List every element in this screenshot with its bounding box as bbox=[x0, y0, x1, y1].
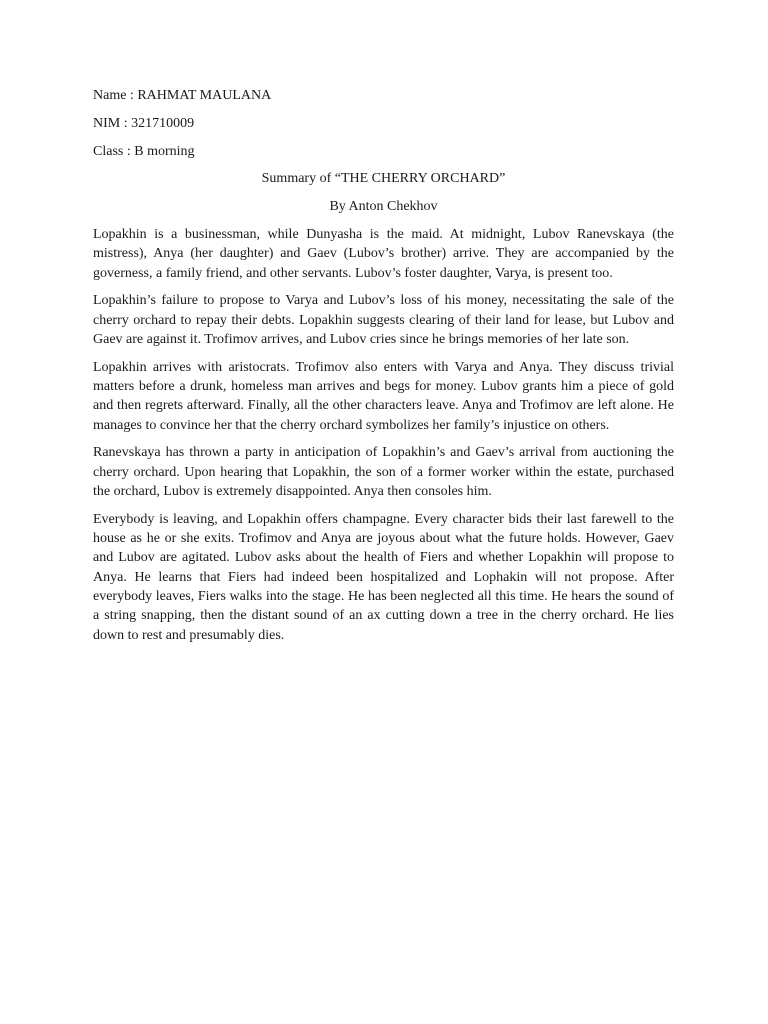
student-class: Class : B morning bbox=[93, 143, 195, 159]
summary-paragraph-5: Everybody is leaving, and Lopakhin offers champagne. Every character bids their last farewell to the house as he or she exits. Trofimov and Anya are joyous about what the future holds. However, Gaev and Lubov are agitated. Lubov asks about the health of Fiers and whether Lopakhin will propose to Anya. He learns that Fiers had indeed been hospitalized and Lophakin will not propose. After everybody leaves, Fiers walks into the stage. He has been neglected all this time. He hears the sound of a string snapping, then the distant sound of an ax cutting down a tree in the cherry orchard. He lies down to rest and presumably dies. bbox=[93, 511, 674, 643]
summary-paragraph-4: Ranevskaya has thrown a party in anticipation of Lopakhin’s and Gaev’s arrival from auctioning the cherry orchard. Upon hearing that Lopakhin, the son of a former worker within the estate, purchased the orchard, Lubov is extremely disappointed. Anya then consoles him. bbox=[93, 445, 674, 500]
document-page bbox=[93, 86, 674, 653]
student-name: Name : RAHMAT MAULANA bbox=[93, 88, 272, 103]
document-author: By Anton Chekhov bbox=[329, 199, 438, 215]
summary-paragraph-1: Lopakhin is a businessman, while Dunyasha is the maid. At midnight, Lubov Ranevskaya (the mistress), Anya (her daughter) and Gaev (Lubov’s brother) arrive. They are accompanied by the governess, a family friend, and other servants. Lubov’s foster daughter, Varya, is present too. bbox=[93, 226, 674, 281]
document-title: Summary of “THE CHERRY ORCHARD” bbox=[261, 171, 506, 187]
summary-paragraph-2: Lopakhin’s failure to propose to Varya and Lubov’s loss of his money, necessitating the sale of the cherry orchard to repay their debts. Lopakhin suggests clearing of their land for lease, but Lubov and Gaev are against it. Trofimov arrives, and Lubov cries since he brings memories of her late son. bbox=[93, 293, 674, 347]
student-nim: NIM : 321710009 bbox=[93, 115, 195, 131]
summary-paragraph-3: Lopakhin arrives with aristocrats. Trofimov also enters with Varya and Anya. They discuss trivial matters before a drunk, homeless man arrives and begs for money. Lubov grants him a piece of gold and then regrets afterward. Finally, all the other characters leave. Anya and Trofimov are left alone. He manages to convince her that the cherry orchard symbolizes her family’s injustice on others. bbox=[93, 359, 674, 433]
